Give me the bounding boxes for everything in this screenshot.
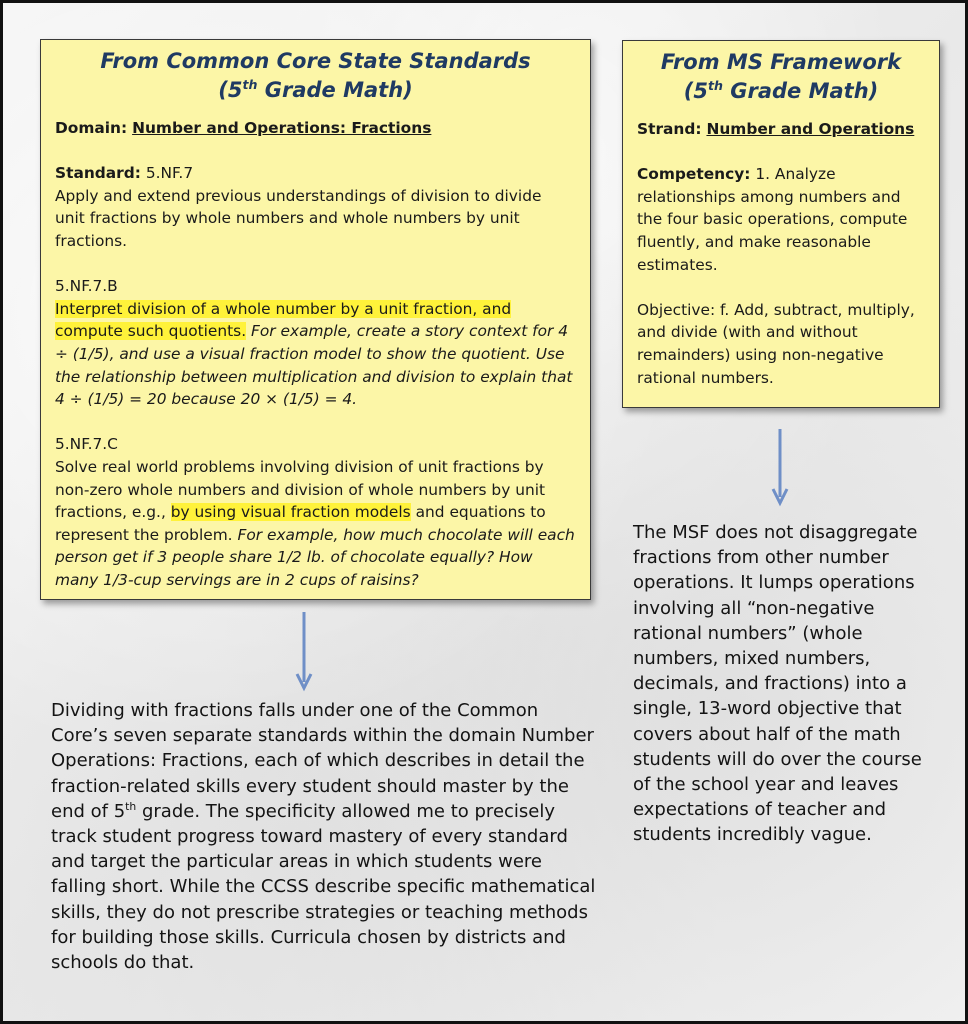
msf-standard-box <box>622 40 940 408</box>
standard-c-code: 5.NF.7.C <box>55 435 118 454</box>
msf-title-line2 <box>637 77 925 106</box>
ccss-title-line1: From Common Core State Standards <box>100 49 531 73</box>
standard-c-text-end: and equations to represent the problem. <box>55 503 546 544</box>
msf-competency <box>637 163 925 276</box>
strand-value: Number and Operations <box>706 120 915 138</box>
ccss-title-line2 <box>55 76 576 105</box>
msf-title-line2-end: Grade Math) <box>722 79 879 103</box>
standard-b-code: 5.NF.7.B <box>55 277 118 296</box>
standard-text: Apply and extend previous understandings of division to divide unit fractions by whole numbers and whole numbers by unit fractions. <box>55 186 542 250</box>
strand-label: Strand: <box>637 120 702 138</box>
domain-value: Number and Operations: Fractions <box>132 119 432 137</box>
down-arrow-icon <box>770 429 790 507</box>
ccss-box-body <box>55 117 576 591</box>
standard-c-text-start: Solve real world problems involving division of unit fractions by non-zero whole numbers and division of whole numbers by unit fractions, e.g., <box>55 457 546 522</box>
msf-box-title <box>637 48 925 106</box>
ccss-domain <box>55 117 576 140</box>
standard-b-text <box>55 298 576 411</box>
ccss-title-line2-end: Grade Math) <box>257 78 413 102</box>
standard-c-text <box>55 456 576 592</box>
standard-c-example: For example, how much chocolate will each person get if 3 people share 1/2 lb. of chocolate equally? How many 1/3-cup servings are in 2 cups of raisins? <box>55 525 575 589</box>
ccss-title-superscript: th <box>242 77 258 92</box>
competency-label: Competency: <box>637 165 751 184</box>
standard-code: 5.NF.7 <box>145 164 194 183</box>
ccss-title-line2-start: (5 <box>218 78 243 102</box>
msf-box-body <box>637 118 925 389</box>
msf-objective: Objective: f. Add, subtract, multiply, and divide (with and without remainders) using non-negative rational numbers. <box>637 300 915 387</box>
ccss-commentary-superscript: th <box>125 799 137 813</box>
ccss-commentary-end: grade. The specificity allowed me to precisely track student progress toward mastery of every standard and target the particular areas in which students were falling short. While the CCSS describe specific mathematical skills, they do not prescribe strategies or teaching methods for building those skills. Curricula chosen by districts and schools do that. <box>51 800 596 974</box>
down-arrow-icon <box>294 612 314 692</box>
domain-label: Domain: <box>55 119 128 137</box>
ccss-commentary <box>51 698 599 975</box>
ccss-standard-box <box>40 39 591 600</box>
standard-label: Standard: <box>55 164 141 183</box>
msf-strand <box>637 118 925 141</box>
ccss-commentary-start: Dividing with fractions falls under one of the Common Core’s seven separate standards within the domain Number Operations: Fractions, each of which describes in detail the fraction-related skills every student should master by the end of 5 <box>51 700 594 822</box>
msf-commentary: The MSF does not disaggregate fractions from other number operations. It lumps operations involving all “non-negative rational numbers” (whole numbers, mixed numbers, decimals, and fractions) into a single, 13-word objective that covers about half of the math students will do over the course of the school year and leaves expectations of teacher and students incredibly vague. <box>633 522 922 846</box>
standard-c-highlight: by using visual fraction models <box>170 503 411 522</box>
ccss-standard-heading <box>55 162 576 185</box>
standard-b-example: For example, create a story context for 4 ÷ (1/5), and use a visual fraction model to show the quotient. Use the relationship between multiplication and division to explain that 4 ÷ (1/5) = 20 because 20 × (1/5) = 4. <box>55 322 573 409</box>
ccss-box-title <box>55 47 576 105</box>
msf-title-line1: From MS Framework <box>660 50 902 74</box>
msf-title-line2-start: (5 <box>683 79 708 103</box>
msf-title-superscript: th <box>707 78 723 93</box>
standard-b-highlight: Interpret division of a whole number by a unit fraction, and compute such quotients. <box>55 299 512 341</box>
competency-text: 1. Analyze relationships among numbers and the four basic operations, compute fluently, and make reasonable estimates. <box>637 165 908 274</box>
